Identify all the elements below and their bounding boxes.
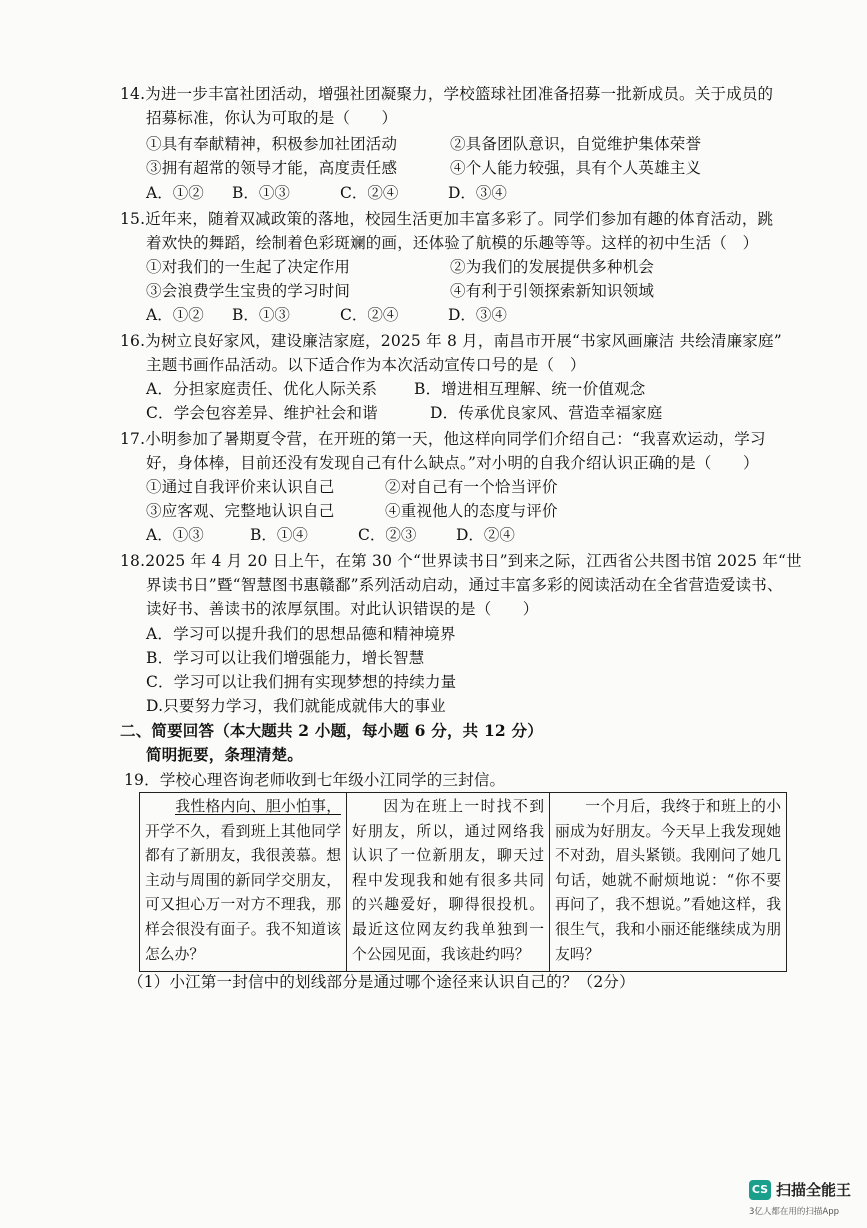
letter-1-underlined: 我性格内向、胆小怕事，	[175, 798, 341, 815]
section-2-title: 二、简要回答（本大题共 2 小题，每小题 6 分，共 12 分）	[120, 721, 543, 740]
camscanner-tagline: 3亿人都在用的扫描App	[749, 1207, 840, 1217]
q19-sub-question-1: （1）小江第一封信中的划线部分是通过哪个途径来认识自己的？（2分）	[128, 973, 635, 991]
q15-statement-4: ④有利于引领探索新知识领域	[450, 282, 655, 300]
q17-option-a[interactable]: A．①③	[146, 526, 204, 544]
q18-option-b[interactable]: B．学习可以让我们增强能力，增长智慧	[146, 649, 425, 667]
letter-2-text: 因为在班上一时找不到好朋友，所以，通过网络我认识了一位新朋友，聊天过程中发现我和她有很多共同的兴趣爱好，聊得很投机。最近这位网友约我单独到一个公园见面，我该赴约吗？	[352, 798, 544, 963]
letter-2	[347, 793, 550, 972]
q17-statement-3: ③应客观、完整地认识自己	[146, 502, 335, 520]
letter-3	[550, 793, 787, 972]
q18-option-d[interactable]: D.只要努力学习，我们就能成就伟大的事业	[146, 697, 446, 715]
letter-1	[140, 793, 347, 972]
q14-statement-1: ①具有奉献精神，积极参加社团活动	[146, 135, 398, 153]
q14-option-c[interactable]: C．②④	[340, 184, 399, 202]
q14-statement-2: ②具备团队意识，自觉维护集体荣誉	[450, 135, 702, 153]
q15-option-b[interactable]: B．①③	[232, 306, 290, 324]
q14-option-a[interactable]: A．①②	[146, 184, 204, 202]
q15-option-d[interactable]: D．③④	[448, 306, 507, 324]
q18-stem-line1: 18.2025 年 4 月 20 日上午，在第 30 个“世界读书日”到来之际，江西省公共图书馆 2025 年“世	[120, 552, 802, 570]
letter-3-text: 一个月后，我终于和班上的小丽成为好朋友。今天早上我发现她不对劲，眉头紧锁。我刚问了她几句话，她就不耐烦地说：“你不要再问了，我不想说。”看她这样，我很生气，我和小丽还能继续成为朋友吗？	[555, 798, 781, 963]
q14-statement-3: ③拥有超常的领导才能，高度责任感	[146, 159, 398, 177]
section-2-subtitle: 简明扼要，条理清楚。	[146, 745, 304, 764]
camscanner-logo-icon: CS	[749, 1180, 771, 1200]
q17-statement-2: ②对自己有一个恰当评价	[385, 478, 558, 496]
q16-option-b[interactable]: B．增进相互理解、统一价值观念	[414, 380, 646, 398]
letters-table	[139, 792, 787, 972]
q18-stem-line3: 读好书、善读书的浓厚氛围。对此认识错误的是（ ）	[146, 600, 539, 618]
q16-option-c[interactable]: C．学会包容差异、维护社会和谐	[146, 404, 378, 422]
q18-option-c[interactable]: C．学习可以让我们拥有实现梦想的持续力量	[146, 673, 457, 691]
letter-1-text: 开学不久，看到班上其他同学都有了新朋友，我很羡慕。想主动与周围的新同学交朋友，可又担心万一对方不理我，那样会很没有面子。我不知道该怎么办？	[145, 822, 341, 963]
q14-option-b[interactable]: B．①③	[232, 184, 290, 202]
q17-statement-1: ①通过自我评价来认识自己	[146, 478, 335, 496]
q17-statement-4: ④重视他人的态度与评价	[385, 502, 558, 520]
q17-option-d[interactable]: D．②④	[456, 526, 515, 544]
q16-option-d[interactable]: D．传承优良家风、营造幸福家庭	[430, 404, 663, 422]
q17-option-b[interactable]: B．①④	[250, 526, 308, 544]
q15-stem-line2: 着欢快的舞蹈，绘制着色彩斑斓的画，还体验了航模的乐趣等等。这样的初中生活（ ）	[146, 234, 759, 252]
q15-statement-3: ③会浪费学生宝贵的学习时间	[146, 282, 351, 300]
q15-statement-1: ①对我们的一生起了决定作用	[146, 258, 351, 276]
q16-stem-line2: 主题书画作品活动。以下适合作为本次活动宣传口号的是（ ）	[146, 356, 586, 374]
q18-stem-line2: 界读书日”暨“智慧图书惠赣鄱”系列活动启动，通过丰富多彩的阅读活动在全省营造爱读书、	[146, 576, 783, 594]
q15-stem-line1: 15.近年来，随着双减政策的落地，校园生活更加丰富多彩了。同学们参加有趣的体育活动，跳	[120, 210, 774, 228]
q17-stem-line1: 17.小明参加了暑期夏令营，在开班的第一天，他这样向同学们介绍自己：“我喜欢运动，学习	[120, 430, 766, 448]
q17-stem-line2: 好，身体棒，目前还没有发现自己有什么缺点。”对小明的自我介绍认识正确的是（ ）	[146, 454, 759, 472]
q18-option-a[interactable]: A．学习可以提升我们的思想品德和精神境界	[146, 625, 456, 643]
camscanner-brand: 扫描全能王	[776, 1181, 852, 1199]
q14-stem-line1: 14.为进一步丰富社团活动，增强社团凝聚力，学校篮球社团准备招募一批新成员。关于成员的	[120, 85, 774, 103]
q16-stem-line1: 16.为树立良好家风，建设廉洁家庭，2025 年 8 月，南昌市开展“书家风画廉洁 共绘清廉家庭”	[120, 332, 782, 350]
q14-statement-4: ④个人能力较强，具有个人英雄主义	[450, 159, 702, 177]
q19-stem: 19．学校心理咨询老师收到七年级小江同学的三封信。	[124, 771, 506, 789]
q16-option-a[interactable]: A．分担家庭责任、优化人际关系	[146, 380, 378, 398]
q15-statement-2: ②为我们的发展提供多种机会	[450, 258, 655, 276]
q15-option-c[interactable]: C．②④	[340, 306, 399, 324]
q15-option-a[interactable]: A．①②	[146, 306, 204, 324]
q14-stem-line2: 招募标准，你认为可取的是（ ）	[146, 109, 398, 127]
q17-option-c[interactable]: C．②③	[358, 526, 417, 544]
q14-option-d[interactable]: D．③④	[448, 184, 507, 202]
